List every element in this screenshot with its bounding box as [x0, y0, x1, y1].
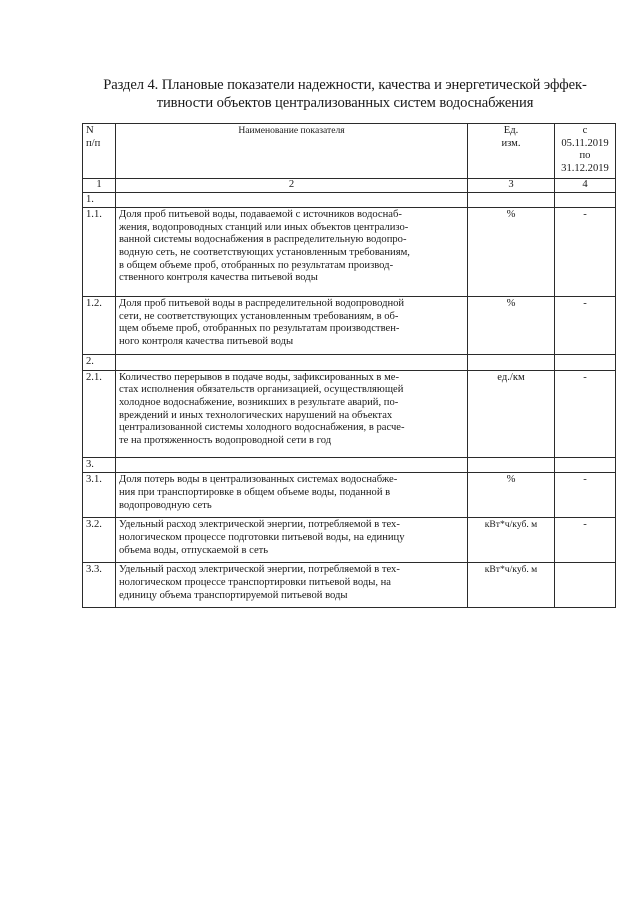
row-value: [555, 457, 616, 473]
row-unit: кВт*ч/куб. м: [468, 563, 555, 608]
row-unit: [468, 192, 555, 208]
row-number: 1.1.: [83, 208, 116, 297]
table-header-row: [83, 124, 616, 179]
row-number: 3.1.: [83, 473, 116, 518]
header-num: [83, 124, 116, 179]
header-unit-text: Ед. изм.: [501, 125, 521, 149]
indicators-table-body: [83, 124, 616, 608]
row-value: -: [555, 297, 616, 355]
header-num-text: N п/п: [86, 125, 101, 149]
row-indicator-name: [116, 457, 468, 473]
header-unit: [468, 124, 555, 179]
column-index-4: 4: [555, 179, 616, 193]
section-title-line-2: тивности объектов централизованных систем водоснабжения: [156, 95, 534, 111]
row-indicator-name: Доля проб питьевой воды в распределительной водопроводной сети, не соответствующих установленным требованиям, в об- щем объеме проб, отобранных по результатам производствен- ного контроля качества питьевой воды: [116, 297, 468, 355]
row-value: -: [555, 518, 616, 563]
row-indicator-name: Доля проб питьевой воды, подаваемой с источников водоснаб- жения, водопроводных станций или иных объектов централизо- ванной системы водоснабжения в распределительную водопро- водную сеть, не соответствующих установленным требованиям, в общем объеме проб, отобранных по результатам производ- ственного контроля качества питьевой воды: [116, 208, 468, 297]
row-indicator-name: Количество перерывов в подаче воды, зафиксированных в ме- стах исполнения обязательств организацией, осуществляющей холодное водоснабжение, возникших в результате аварий, по- вреждений и иных технологических нарушений на объектах централизованной системы холодного водоснабжения, в расче- те на протяженность водопроводной сети в год: [116, 370, 468, 457]
column-index-3: 3: [468, 179, 555, 193]
row-value: [555, 192, 616, 208]
header-period-text: с 05.11.2019 по 31.12.2019: [561, 125, 609, 174]
table-row: [83, 297, 616, 355]
column-index-1: 1: [83, 179, 116, 193]
section-title-line-1: Раздел 4. Плановые показатели надежности, качества и энергетической эффек-: [103, 77, 587, 93]
table-row: [83, 473, 616, 518]
table-row: [83, 563, 616, 608]
row-indicator-name: Удельный расход электрической энергии, потребляемой в тех- нологическом процессе подготовки питьевой воды, на единицу объема воды, отпускаемой в сеть: [116, 518, 468, 563]
header-name-text: Наименование показателя: [238, 125, 345, 136]
section-row: [83, 192, 616, 208]
section-title: [80, 76, 610, 112]
column-index-2: 2: [116, 179, 468, 193]
row-indicator-name: Удельный расход электрической энергии, потребляемой в тех- нологическом процессе транспортировки питьевой воды, на единицу объема транспортируемой питьевой воды: [116, 563, 468, 608]
row-value: -: [555, 370, 616, 457]
column-index-row: [83, 179, 616, 193]
row-value: [555, 563, 616, 608]
row-indicator-name: [116, 355, 468, 371]
section-row: [83, 355, 616, 371]
section-row: [83, 457, 616, 473]
row-unit: %: [468, 473, 555, 518]
table-row: [83, 370, 616, 457]
row-value: [555, 355, 616, 371]
header-name: [116, 124, 468, 179]
row-value: -: [555, 208, 616, 297]
indicators-table: [82, 123, 616, 608]
header-period: [555, 124, 616, 179]
table-row: [83, 518, 616, 563]
row-unit: %: [468, 297, 555, 355]
row-unit: [468, 457, 555, 473]
row-unit: ед./км: [468, 370, 555, 457]
row-number: 3.: [83, 457, 116, 473]
row-number: 3.2.: [83, 518, 116, 563]
row-indicator-name: [116, 192, 468, 208]
row-number: 2.: [83, 355, 116, 371]
row-unit: [468, 355, 555, 371]
row-number: 3.3.: [83, 563, 116, 608]
row-number: 1.: [83, 192, 116, 208]
table-row: [83, 208, 616, 297]
row-value: -: [555, 473, 616, 518]
row-indicator-name: Доля потерь воды в централизованных системах водоснабже- ния при транспортировке в общем объеме воды, поданной в водопроводную сеть: [116, 473, 468, 518]
row-unit: %: [468, 208, 555, 297]
row-unit: кВт*ч/куб. м: [468, 518, 555, 563]
row-number: 2.1.: [83, 370, 116, 457]
row-number: 1.2.: [83, 297, 116, 355]
